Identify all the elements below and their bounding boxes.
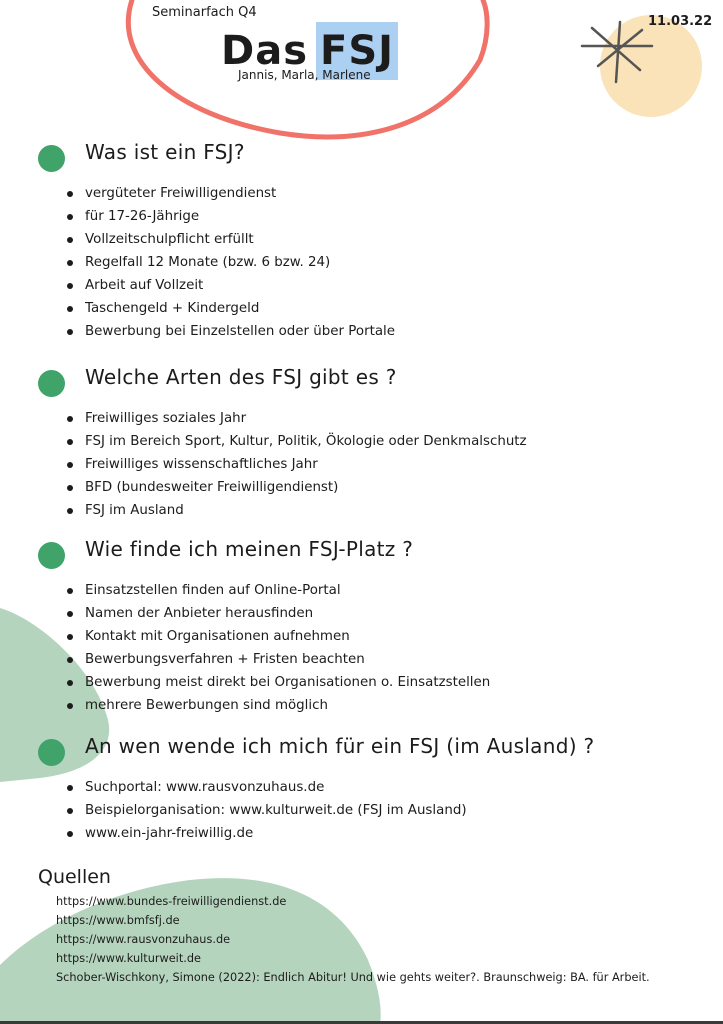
section-heading: Was ist ein FSJ? [85, 140, 245, 164]
bullet-icon [67, 634, 73, 640]
list-item-text: Suchportal: www.rausvonzuhaus.de [85, 780, 325, 795]
sources-section [38, 866, 650, 987]
bullet-icon [67, 260, 73, 266]
list-item [38, 625, 718, 648]
list-item [38, 476, 718, 499]
list-item [38, 694, 718, 717]
list-item [38, 297, 718, 320]
green-dot-icon [38, 739, 65, 766]
section-heading: Wie finde ich meinen FSJ-Platz ? [85, 537, 414, 561]
bullet-icon [67, 508, 73, 514]
list-item [38, 407, 718, 430]
title-fsj-highlighted: FSJ [316, 22, 398, 80]
section-heading: An wen wende ich mich für ein FSJ (im Ausland) ? [85, 734, 595, 758]
list-item-text: mehrere Bewerbungen sind möglich [85, 698, 328, 713]
bullet-icon [67, 680, 73, 686]
list-item [38, 182, 718, 205]
list-item [38, 799, 718, 822]
list-item-text: www.ein-jahr-freiwillig.de [85, 826, 254, 841]
list-item [38, 671, 718, 694]
list-item-text: Kontakt mit Organisationen aufnehmen [85, 629, 350, 644]
bullet-list [38, 407, 718, 522]
sources-heading: Quellen [38, 866, 111, 888]
list-item [38, 648, 718, 671]
bullet-icon [67, 439, 73, 445]
section-heading: Welche Arten des FSJ gibt es ? [85, 365, 397, 389]
bullet-list [38, 579, 718, 717]
list-item-text: vergüteter Freiwilligendienst [85, 186, 277, 201]
source-item: https://www.rausvonzuhaus.de [56, 933, 231, 946]
star-doodle-icon [580, 20, 670, 90]
title-das: Das [221, 28, 309, 74]
list-item-text: Arbeit auf Vollzeit [85, 278, 204, 293]
course-label: Seminarfach Q4 [152, 5, 257, 20]
authors-label: Jannis, Marla, Marlene [238, 68, 371, 82]
bullet-icon [67, 588, 73, 594]
bullet-icon [67, 785, 73, 791]
green-dot-icon [38, 370, 65, 397]
list-item-text: Einsatzstellen finden auf Online-Portal [85, 583, 341, 598]
list-item-text: Beispielorganisation: www.kulturweit.de (FSJ im Ausland) [85, 803, 467, 818]
list-item [38, 430, 718, 453]
list-item-text: Freiwilliges wissenschaftliches Jahr [85, 457, 318, 472]
list-item [38, 274, 718, 297]
bullet-icon [67, 831, 73, 837]
source-item: https://www.kulturweit.de [56, 952, 201, 965]
list-item-text: Regelfall 12 Monate (bzw. 6 bzw. 24) [85, 255, 331, 270]
date-label: 11.03.22 [648, 14, 713, 29]
list-item [38, 602, 718, 625]
list-item-text: Taschengeld + Kindergeld [85, 301, 260, 316]
list-item-text: BFD (bundesweiter Freiwilligendienst) [85, 480, 339, 495]
list-item [38, 205, 718, 228]
source-item: Schober-Wischkony, Simone (2022): Endlich Abitur! Und wie gehts weiter?. Braunschweig: BA. für Arbeit. [56, 971, 650, 984]
bullet-icon [67, 306, 73, 312]
bullet-list [38, 776, 718, 845]
list-item-text: Vollzeitschulpflicht erfüllt [85, 232, 254, 247]
bullet-icon [67, 214, 73, 220]
list-item [38, 579, 718, 602]
bullet-icon [67, 462, 73, 468]
section-arten-des-fsj [38, 365, 718, 522]
green-dot-icon [38, 542, 65, 569]
list-item [38, 453, 718, 476]
bullet-icon [67, 808, 73, 814]
section-fsj-platz-finden [38, 537, 718, 717]
list-item-text: Namen der Anbieter herausfinden [85, 606, 314, 621]
source-item: https://www.bmfsfj.de [56, 914, 180, 927]
list-item-text: FSJ im Bereich Sport, Kultur, Politik, Ökologie oder Denkmalschutz [85, 434, 527, 449]
source-item: https://www.bundes-freiwilligendienst.de [56, 895, 287, 908]
bullet-icon [67, 657, 73, 663]
list-item-text: Bewerbung bei Einzelstellen oder über Portale [85, 324, 395, 339]
bullet-icon [67, 283, 73, 289]
list-item-text: FSJ im Ausland [85, 503, 184, 518]
list-item [38, 822, 718, 845]
sources-list [56, 892, 650, 987]
bullet-icon [67, 416, 73, 422]
green-dot-icon [38, 145, 65, 172]
bullet-icon [67, 703, 73, 709]
bullet-icon [67, 191, 73, 197]
list-item [38, 776, 718, 799]
bullet-list [38, 182, 718, 343]
list-item [38, 320, 718, 343]
list-item-text: Bewerbung meist direkt bei Organisationen o. Einsatzstellen [85, 675, 491, 690]
section-was-ist-fsj [38, 140, 718, 343]
list-item [38, 228, 718, 251]
section-an-wen-wenden [38, 734, 718, 845]
list-item [38, 251, 718, 274]
bullet-icon [67, 485, 73, 491]
list-item-text: Bewerbungsverfahren + Fristen beachten [85, 652, 365, 667]
list-item [38, 499, 718, 522]
list-item-text: für 17-26-Jährige [85, 209, 200, 224]
list-item-text: Freiwilliges soziales Jahr [85, 411, 247, 426]
bullet-icon [67, 611, 73, 617]
bullet-icon [67, 329, 73, 335]
bullet-icon [67, 237, 73, 243]
